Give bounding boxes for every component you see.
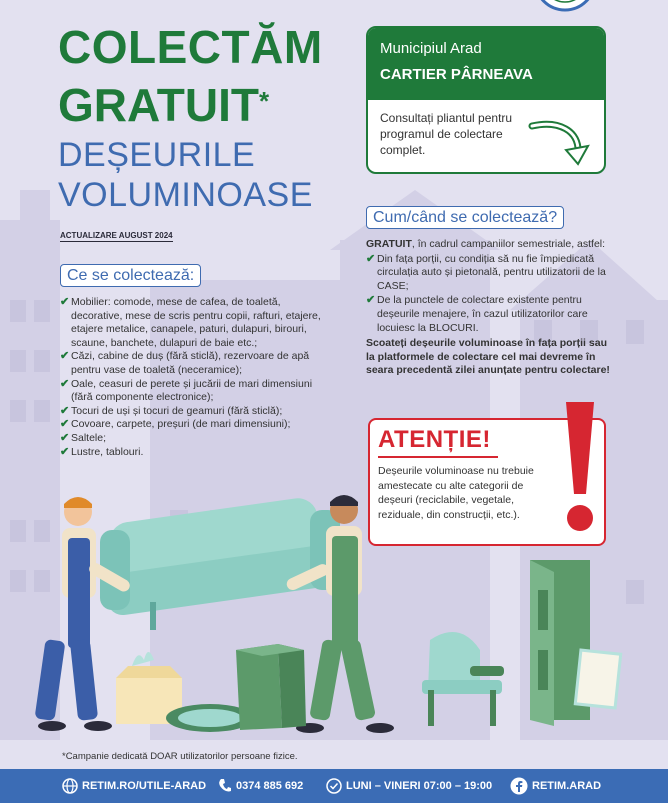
municipal-note: Consultați pliantul pentru programul de colectare complet. <box>380 111 513 157</box>
list-item: ✔ Covoare, carpete, preșuri (de mari dimensiuni); <box>60 418 291 431</box>
list-item: ✔ Oale, ceasuri de perete și jucării de mari dimensiuni (fără componente electronice); <box>60 377 313 404</box>
attention-text: Deșeurile voluminoase nu trebuie amestecate cu alte categorii de deșeuri (reciclabile, vegetale, reziduale, din construcții, etc.). <box>378 465 534 521</box>
checkmark-icon: ✔ <box>60 404 70 417</box>
update-date: ACTUALIZARE AUGUST 2024 <box>60 231 173 240</box>
municipal-box <box>366 26 606 174</box>
armchair-icon <box>422 632 504 726</box>
retim-logo <box>534 0 596 14</box>
city-name: Municipiul Arad <box>380 40 482 57</box>
list-item: ✔ Căzi, cabine de duș (fără sticlă), rezervoare de apă pentru vase de toaletă (neceramice); <box>60 350 310 376</box>
checkmark-icon: ✔ <box>366 294 376 307</box>
attention-title: ATENȚIE! <box>378 426 491 453</box>
list-item: ✔ Tocuri de uși și tocuri de geamuri (fără sticlă); <box>60 404 283 417</box>
title-line-1: COLECTĂM <box>58 21 323 73</box>
list-item: ✔ Saltele; <box>60 431 107 444</box>
how-intro: GRATUIT, în cadrul campaniilor semestriale, astfel: <box>366 238 606 250</box>
phone-icon <box>218 778 232 794</box>
checkmark-icon: ✔ <box>60 296 70 308</box>
mirror-icon <box>575 650 620 708</box>
list-item: ✔ Din fața porții, cu condiția să nu fie împiedicată circulația auto și pietonală, pentru utilizatorii de la CASE; <box>366 252 606 292</box>
list-item: ✔ Lustre, tablouri. <box>60 445 144 458</box>
sofa-icon <box>100 496 340 630</box>
list-item: ✔ Mobilier: comode, mese de cafea, de toaletă, decorative, mese de scris pentru copii, rafturi, etajere, etajere metalice, canapele, paturi, dulapuri, birouri, scaune, banchete, dulapuri de baie etc.; <box>60 296 321 349</box>
footnote: *Campanie dedicată DOAR utilizatorilor persoane fizice. <box>62 751 298 762</box>
how-when-text <box>366 238 611 378</box>
district-name: CARTIER PÂRNEAVA <box>380 66 533 83</box>
checkmark-icon: ✔ <box>60 350 70 363</box>
facebook-icon <box>510 777 528 795</box>
checkmark-icon: ✔ <box>60 377 70 390</box>
how-note: Scoateți deșeurile voluminoase în fața porții sau la platformele de colectare cel mai devreme în seara precedentă zilei anunțate pentru colectare! <box>366 337 610 377</box>
how-list <box>366 253 611 336</box>
footer-facebook[interactable]: RETIM.ARAD <box>510 769 601 803</box>
how-when-label: Cum/când se colectează? <box>366 206 564 229</box>
checkmark-icon: ✔ <box>60 431 70 444</box>
title-line-2: GRATUIT* <box>58 79 270 131</box>
cabinet-icon <box>236 644 306 730</box>
attention-underline <box>378 456 498 458</box>
clock-check-icon <box>326 778 342 794</box>
footer-hours: LUNI – VINERI 07:00 – 19:00 <box>326 769 492 803</box>
title-line-3: DEȘEURILE <box>58 136 256 174</box>
checkmark-icon: ✔ <box>60 418 70 431</box>
what-collected-list <box>60 296 330 459</box>
checkmark-icon: ✔ <box>366 252 376 265</box>
list-item: ✔ De la punctele de colectare existente pentru deșeurile menajere, în cazul utilizatorilor care locuiesc la BLOCURI. <box>366 294 588 334</box>
municipal-header <box>368 28 604 100</box>
movers-illustration <box>30 490 650 745</box>
globe-icon <box>62 778 78 794</box>
what-collected-label: Ce se colectează: <box>60 264 201 287</box>
curved-arrow-icon <box>528 116 590 166</box>
footer-bar <box>0 769 668 803</box>
title-line-4: VOLUMINOASE <box>58 176 313 214</box>
checkmark-icon: ✔ <box>60 445 70 458</box>
footer-phone[interactable]: 0374 885 692 <box>218 769 303 803</box>
footer-website[interactable]: RETIM.RO/UTILE-ARAD <box>62 769 206 803</box>
